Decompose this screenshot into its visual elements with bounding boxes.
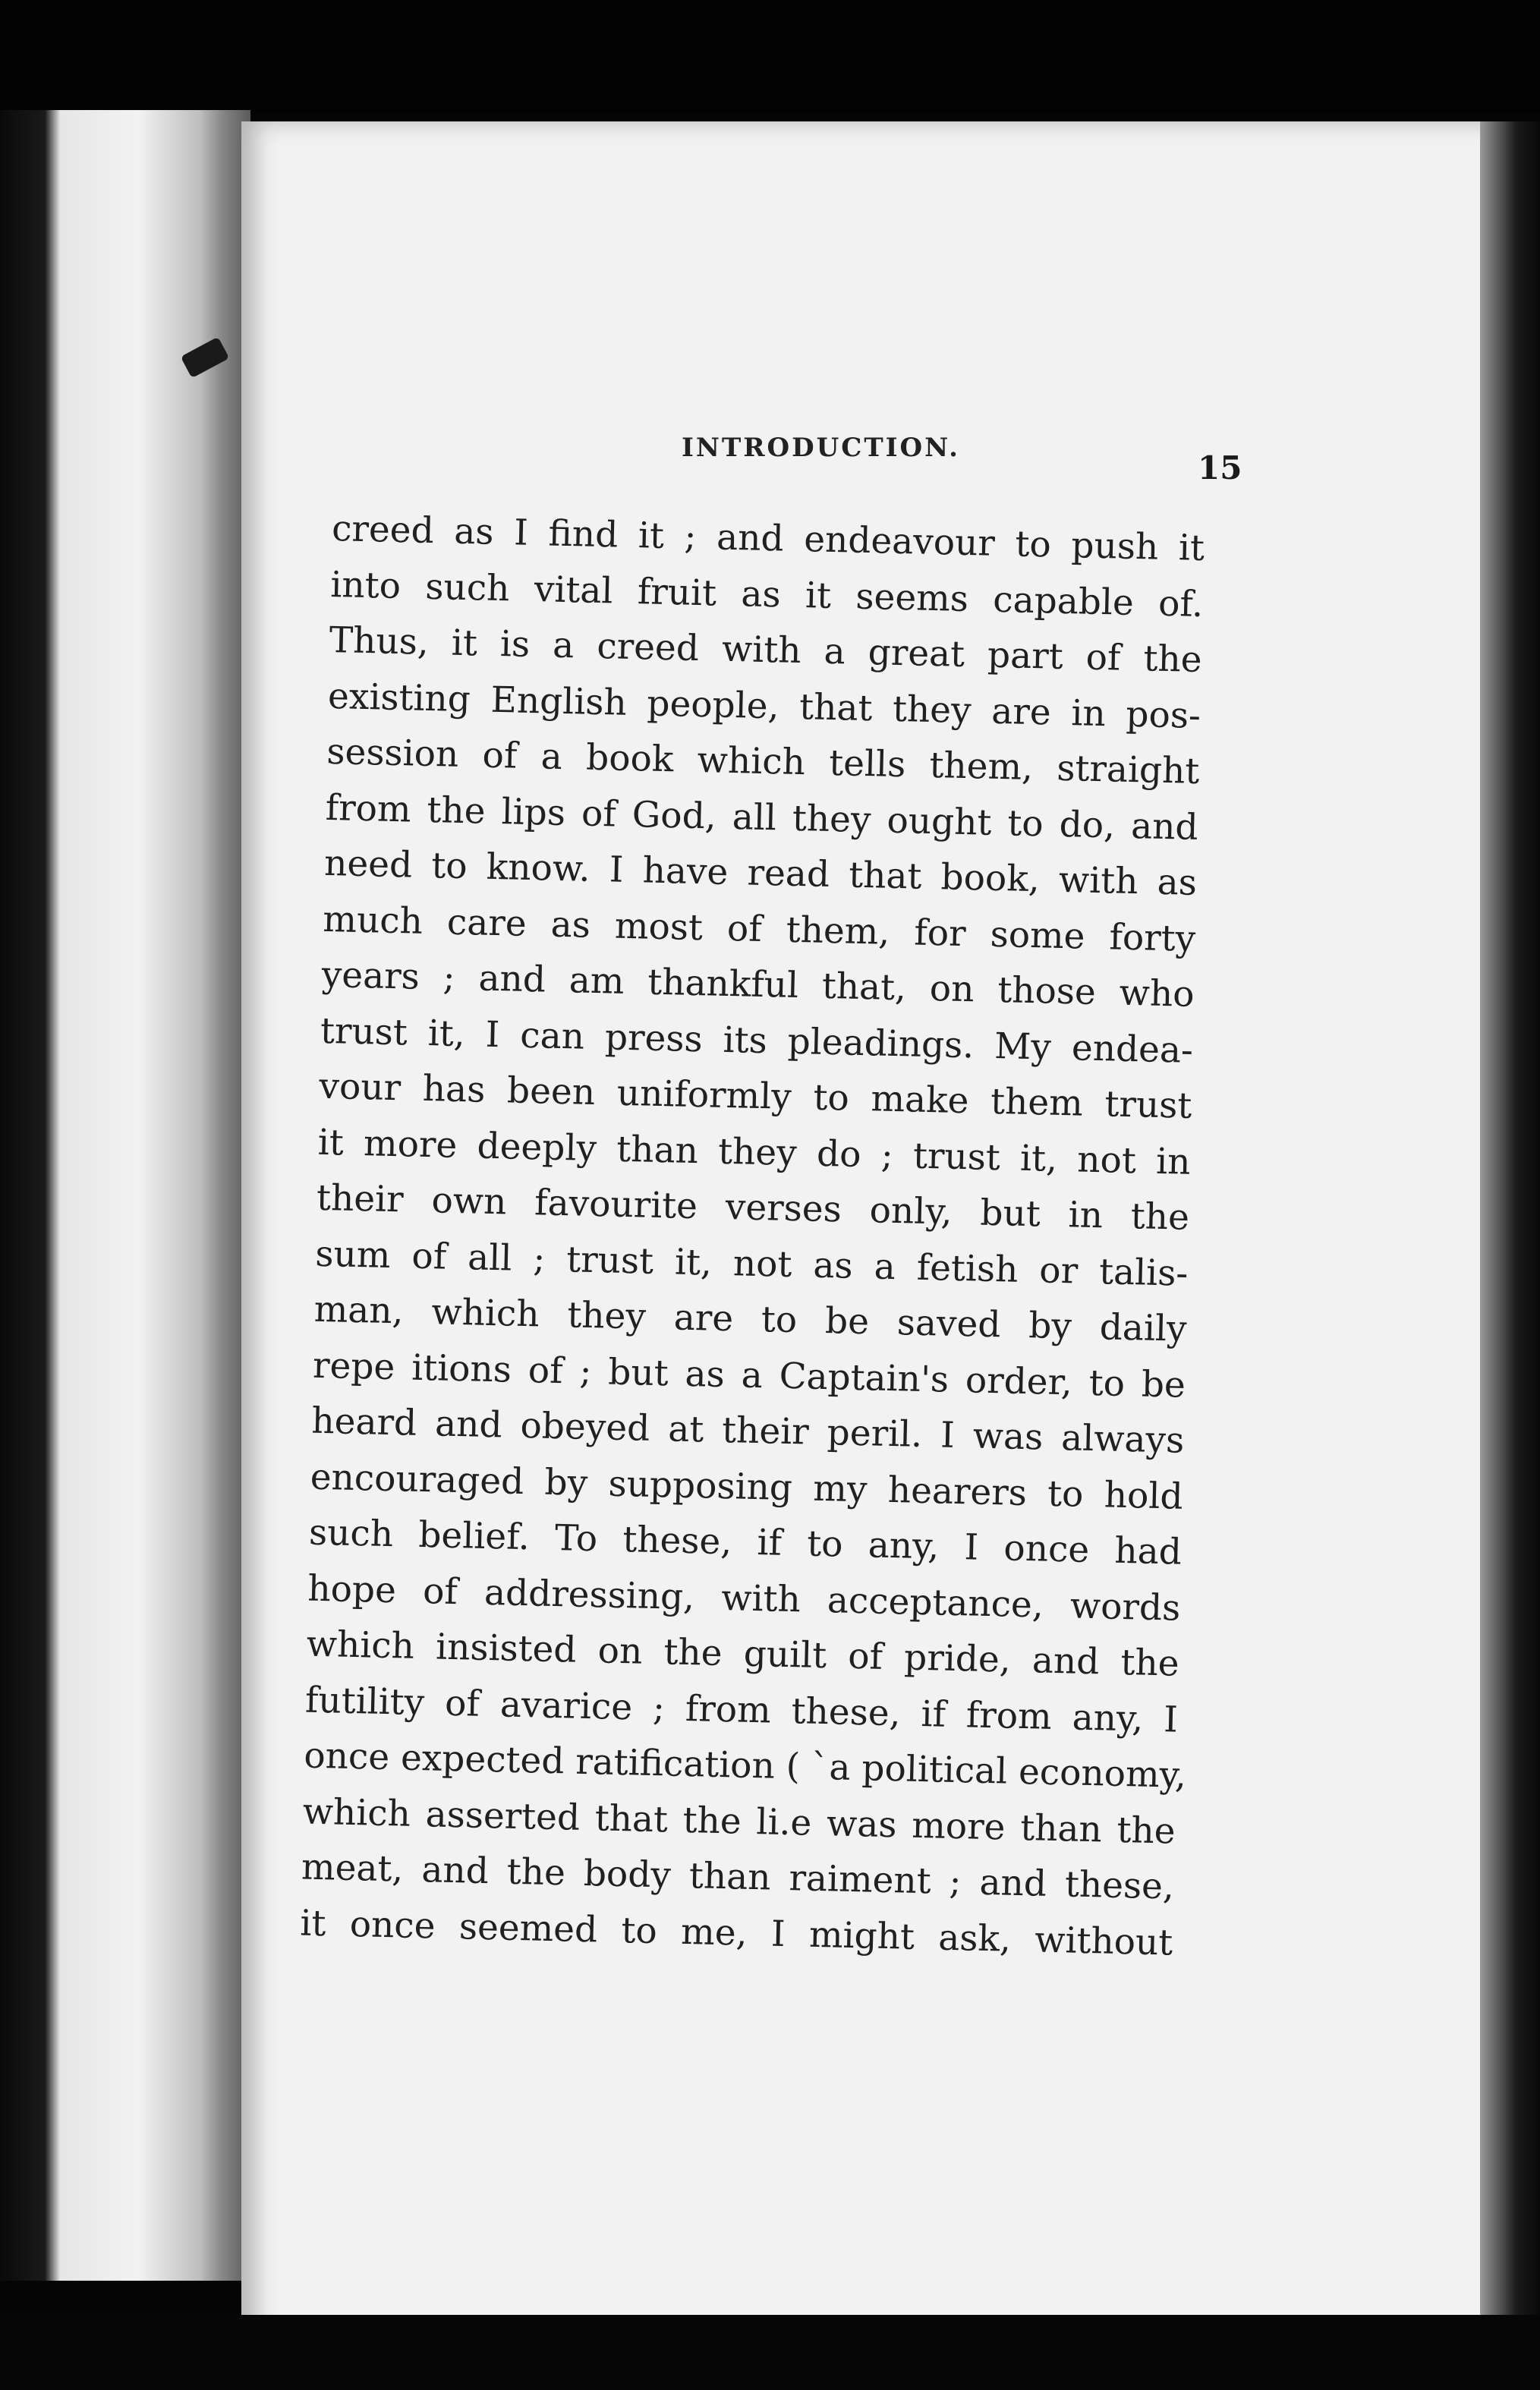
- text-line: encouraged by supposing my hearers to hold: [310, 1456, 1184, 1518]
- text-line: hope of addressing, with acceptance, words: [307, 1567, 1181, 1630]
- text-line: much care as most of them, for some forty: [322, 898, 1196, 960]
- scan-right-border: [1480, 121, 1540, 2390]
- text-line: trust it, I can press its pleadings. My endea-: [320, 1009, 1194, 1072]
- body-text: [300, 501, 1205, 1971]
- text-line: futility of avarice ; from these, if from any, I: [304, 1679, 1179, 1741]
- text-line: heard and obeyed at their peril. I was always: [310, 1400, 1185, 1462]
- text-line: repe itions of ; but as a Captain's order, to be: [312, 1344, 1186, 1406]
- running-head: INTRODUCTION.: [682, 433, 960, 463]
- text-line: creed as I find it ; and endeavour to push it: [331, 507, 1205, 570]
- text-line: vour has been uniformly to make them trust: [318, 1065, 1192, 1127]
- text-line: from the lips of God, all they ought to do, and: [325, 786, 1199, 849]
- text-line: years ; and am thankful that, on those who: [321, 953, 1195, 1016]
- text-line: sum of all ; trust it, not as a fetish or talis-: [314, 1233, 1189, 1295]
- text-line: man, which they are to be saved by daily: [313, 1288, 1188, 1350]
- text-line: such belief. To these, if to any, I once had: [308, 1511, 1183, 1573]
- text-line: Thus, it is a creed with a great part of the: [329, 619, 1203, 682]
- text-line: which insisted on the guilt of pride, and the: [306, 1623, 1180, 1685]
- text-line: session of a book which tells them, straight: [326, 730, 1200, 792]
- facing-page-edge: [0, 110, 250, 2281]
- scan-top-border: [0, 0, 1540, 114]
- text-line: need to know. I have read that book, with as: [323, 842, 1198, 904]
- text-line: it more deeply than they do ; trust it, not in: [317, 1121, 1192, 1183]
- text-line: existing English people, that they are in pos-: [327, 675, 1201, 737]
- page-number: 15: [1198, 449, 1242, 487]
- text-line: it once seemed to me, I might ask, without: [299, 1902, 1173, 1964]
- text-line: into such vital fruit as it seems capable of.: [329, 563, 1204, 625]
- scan-bottom-border: [0, 2315, 1540, 2390]
- text-line: which asserted that the li.e was more than the: [302, 1790, 1176, 1853]
- text-line: once expected ratification ( `a political economy,: [303, 1734, 1187, 1796]
- text-line: meat, and the body than raiment ; and these,: [301, 1846, 1175, 1908]
- text-line: their own favourite verses only, but in the: [316, 1176, 1190, 1239]
